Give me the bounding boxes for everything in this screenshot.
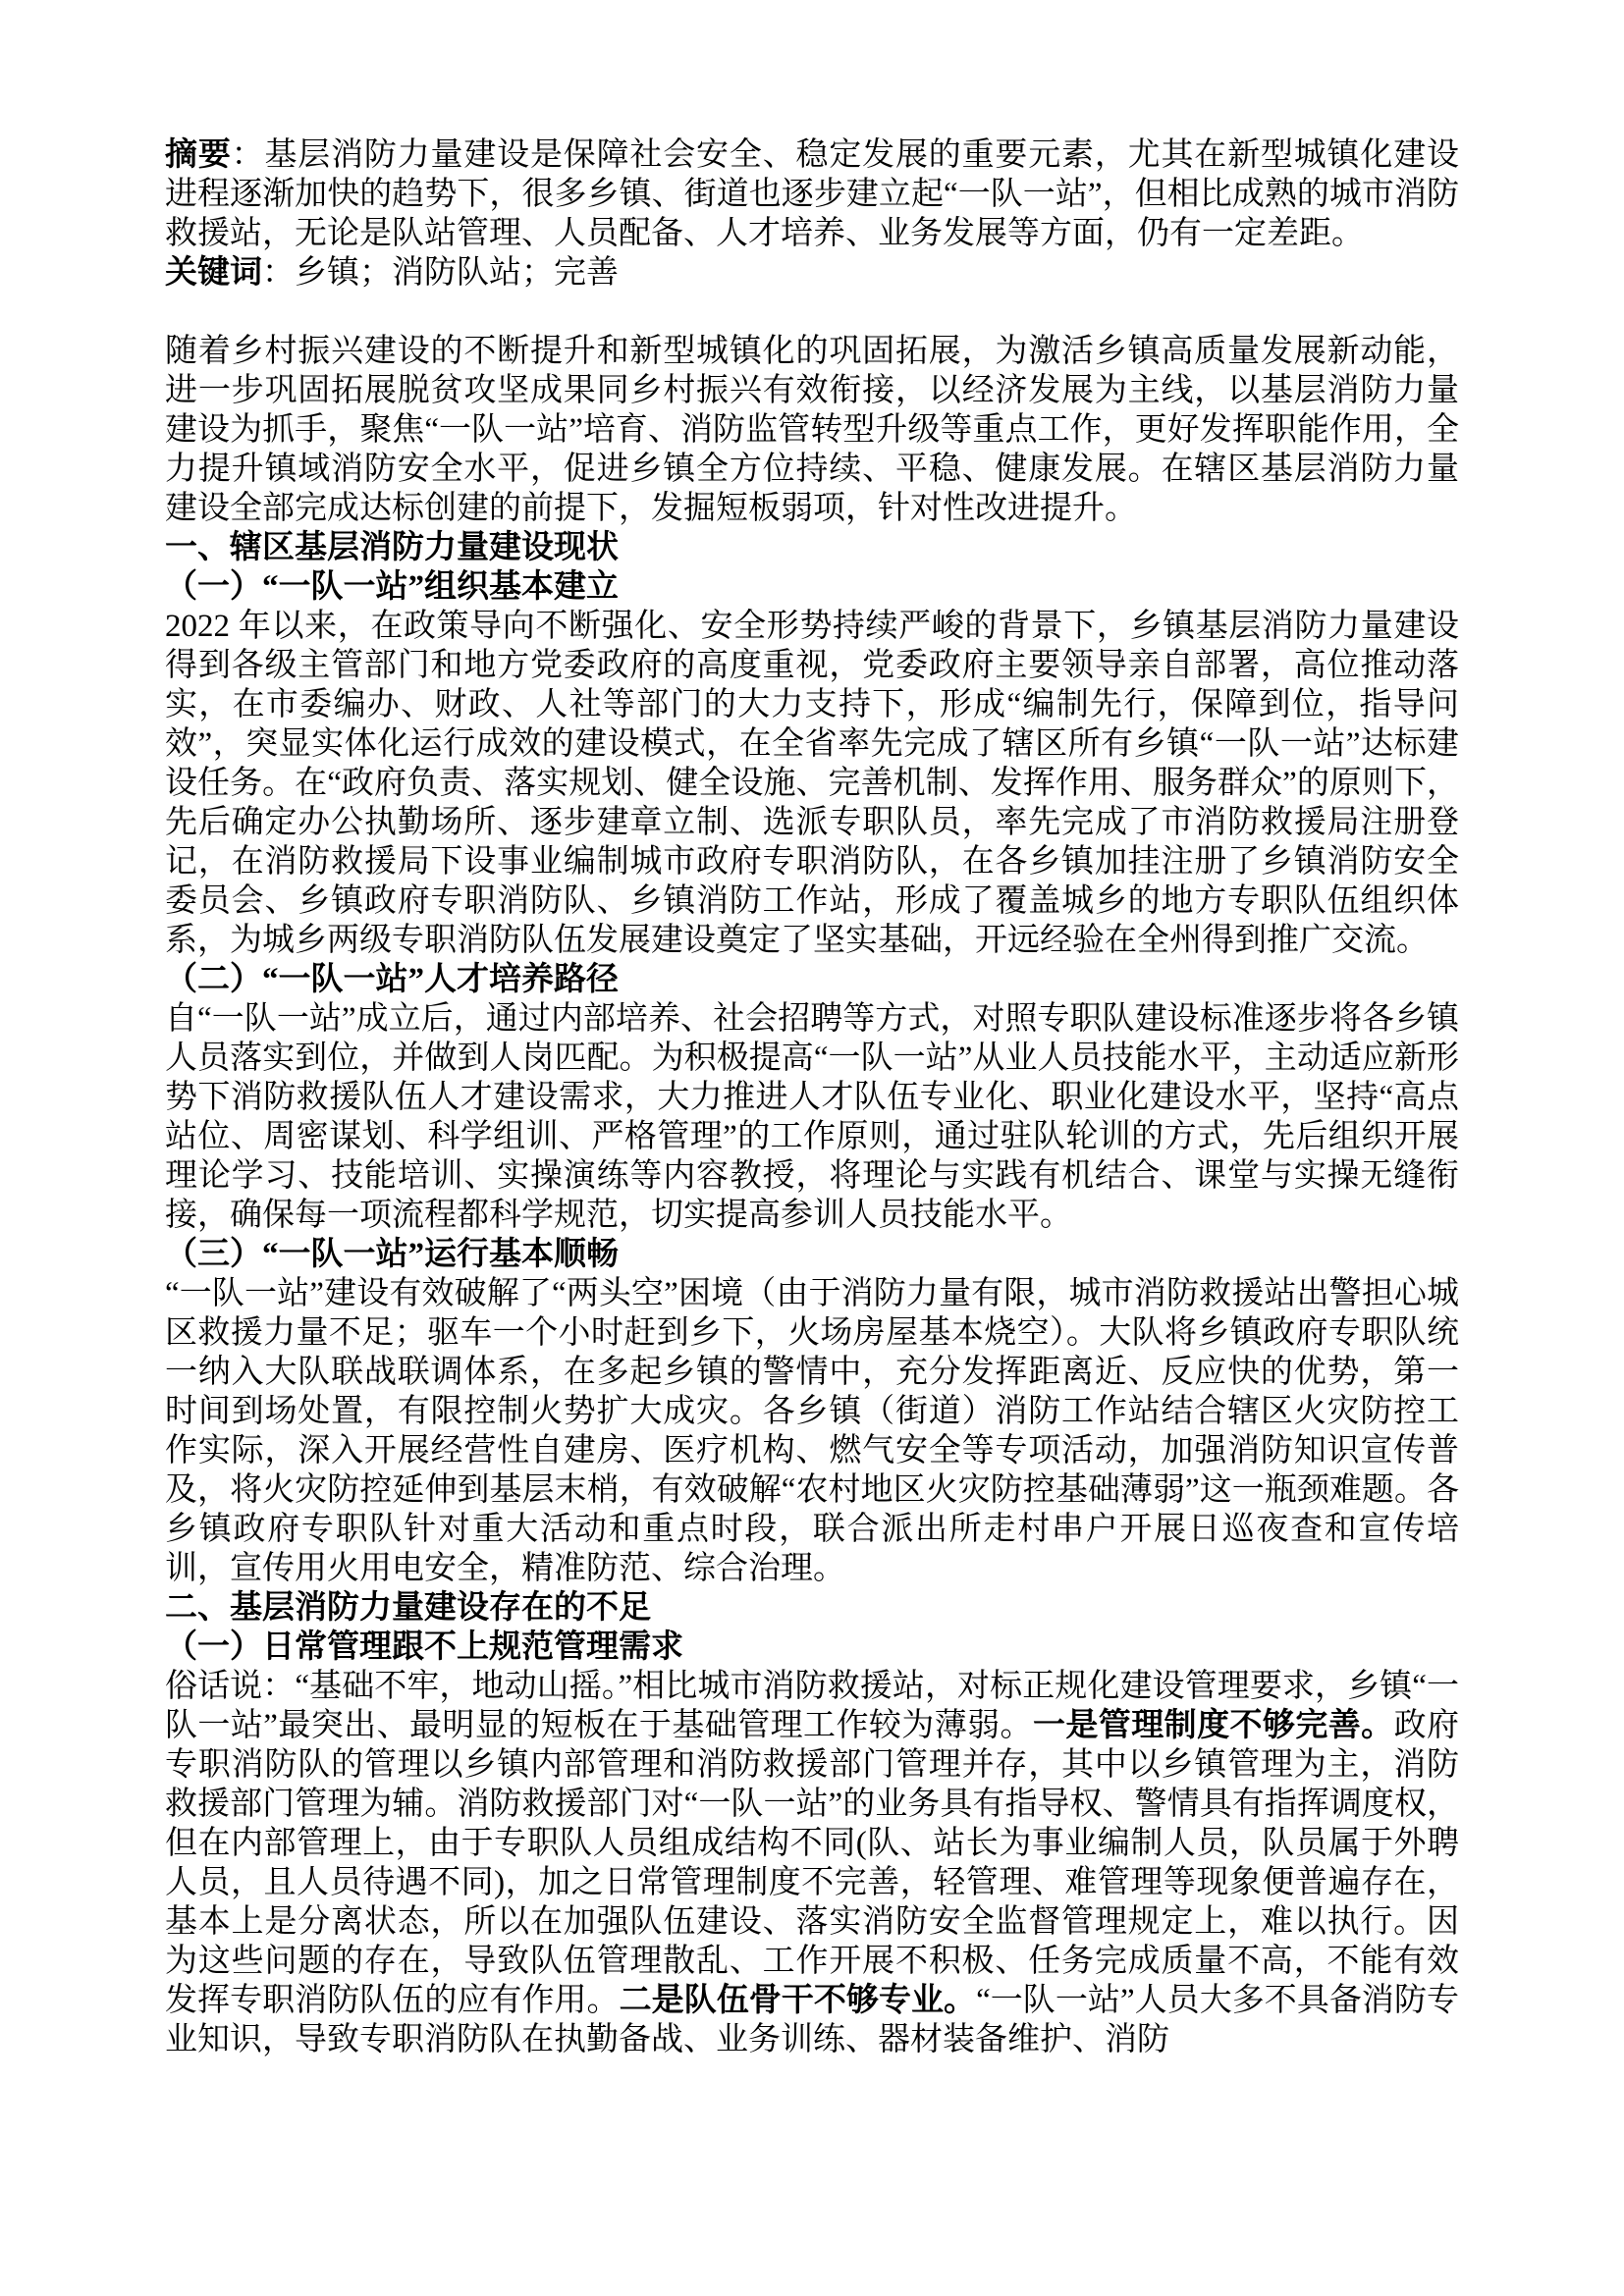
paragraph (165, 332, 1459, 528)
blank-line (165, 293, 1459, 332)
paragraph (165, 1667, 1459, 2059)
text-run: 俗话说：“基础不牢，地动山摇。”相比城市消防救援站，对标正规化建设管理要求，乡镇“一队一站”最突出、最明显的短板在于基础管理工作较为薄弱。 (165, 1669, 1459, 1743)
text-run: “一队一站”建设有效破解了“两头空”困境（由于消防力量有限，城市消防救援站出警担心城区救援力量不足；驱车一个小时赶到乡下，火场房屋基本烧空）。大队将乡镇政府专职队统一纳入大队联战联调体系，在多起乡镇的警情中，充分发挥距离近、反应快的优势，第一时间到场处置，有限控制火势扩大成灾。各乡镇（街道）消防工作站结合辖区火灾防控工作实际，深入开展经营性自建房、医疗机构、燃气安全等专项活动，加强消防知识宣传普及，将火灾防控延伸到基层末梢，有效破解“农村地区火灾防控基础薄弱”这一瓶颈难题。各乡镇政府专职队针对重大活动和重点时段，联合派出所走村串户开展日巡夜查和宣传培训，宣传用火用电安全，精准防范、综合治理。 (165, 1276, 1459, 1586)
bold-text-run: 一是管理制度不够完善。 (1032, 1708, 1394, 1743)
paragraph (165, 1274, 1459, 1588)
paragraph (165, 253, 1459, 293)
paragraph (165, 135, 1459, 253)
text-run: ：乡镇；消防队站；完善 (262, 255, 619, 291)
text-run: ：基层消防力量建设是保障社会安全、稳定发展的重要元素，尤其在新型城镇化建设进程逐渐加快的趋势下，很多乡镇、街道也逐步建立起“一队一站”，但相比成熟的城市消防救援站，无论是队站管理、人员配备、人才培养、业务发展等方面，仍有一定差距。 (165, 137, 1460, 251)
bold-text-run: 二、基层消防力量建设存在的不足 (165, 1590, 651, 1626)
subsection-heading (165, 1628, 1459, 1667)
bold-text-run: 二是队伍骨干不够专业。 (619, 1983, 977, 2018)
paragraph (165, 607, 1459, 960)
bold-text-run: （三）“一队一站”运行基本顺畅 (165, 1237, 619, 1272)
subsection-heading (165, 1235, 1459, 1274)
bold-text-run: 摘要 (165, 137, 232, 173)
bold-text-run: （一）“一队一站”组织基本建立 (165, 569, 619, 605)
bold-text-run: （一）日常管理跟不上规范管理需求 (165, 1629, 683, 1665)
subsection-heading (165, 567, 1459, 607)
paragraph (165, 999, 1459, 1235)
subsection-heading (165, 960, 1459, 999)
text-run: “一队一站”人员大多不具备消防专业知识，导致专职消防队在执勤备战、业务训练、器材装备维护、消防 (165, 1983, 1460, 2057)
text-run: 随着乡村振兴建设的不断提升和新型城镇化的巩固拓展，为激活乡镇高质量发展新动能，进一步巩固拓展脱贫攻坚成果同乡村振兴有效衔接，以经济发展为主线，以基层消防力量建设为抓手，聚焦“一队一站”培育、消防监管转型升级等重点工作，更好发挥职能作用，全力提升镇域消防安全水平，促进乡镇全方位持续、平稳、健康发展。在辖区基层消防力量建设全部完成达标创建的前提下，发掘短板弱项，针对性改进提升。 (165, 334, 1459, 526)
bold-text-run: 一、辖区基层消防力量建设现状 (165, 530, 619, 565)
section-heading (165, 528, 1459, 567)
bold-text-run: 关键词 (165, 255, 262, 291)
text-run: 自“一队一站”成立后，通过内部培养、社会招聘等方式，对照专职队建设标准逐步将各乡镇人员落实到位，并做到人岗匹配。为积极提高“一队一站”从业人员技能水平，主动适应新形势下消防救援队伍人才建设需求，大力推进人才队伍专业化、职业化建设水平，坚持“高点站位、周密谋划、科学组训、严格管理”的工作原则，通过驻队轮训的方式，先后组织开展理论学习、技能培训、实操演练等内容教授，将理论与实践有机结合、课堂与实操无缝衔接，确保每一项流程都科学规范，切实提高参训人员技能水平。 (165, 1001, 1459, 1233)
text-run: 2022 年以来，在政策导向不断强化、安全形势持续严峻的背景下，乡镇基层消防力量建设得到各级主管部门和地方党委政府的高度重视，党委政府主要领导亲自部署，高位推动落实，在市委编办、财政、人社等部门的大力支持下，形成“编制先行，保障到位，指导问效”，突显实体化运行成效的建设模式，在全省率先完成了辖区所有乡镇“一队一站”达标建设任务。在“政府负责、落实规划、健全设施、完善机制、发挥作用、服务群众”的原则下，先后确定办公执勤场所、逐步建章立制、选派专职队员，率先完成了市消防救援局注册登记，在消防救援局下设事业编制城市政府专职消防队，在各乡镇加挂注册了乡镇消防安全委员会、乡镇政府专职消防队、乡镇消防工作站，形成了覆盖城乡的地方专职队伍组织体系，为城乡两级专职消防队伍发展建设奠定了坚实基础，开远经验在全州得到推广交流。 (165, 609, 1459, 958)
text-run: 政府专职消防队的管理以乡镇内部管理和消防救援部门管理并存，其中以乡镇管理为主，消防救援部门管理为辅。消防救援部门对“一队一站”的业务具有指导权、警情具有指挥调度权，但在内部管理上，由于专职队人员组成结构不同(队、站长为事业编制人员，队员属于外聘人员，且人员待遇不同)，加之日常管理制度不完善，轻管理、难管理等现象便普遍存在，基本上是分离状态，所以在加强队伍建设、落实消防安全监督管理规定上，难以执行。因为这些问题的存在，导致队伍管理散乱、工作开展不积极、任务完成质量不高，不能有效发挥专职消防队伍的应有作用。 (165, 1708, 1460, 2018)
document-body (165, 135, 1459, 2059)
section-heading (165, 1588, 1459, 1628)
bold-text-run: （二）“一队一站”人才培养路径 (165, 962, 619, 997)
